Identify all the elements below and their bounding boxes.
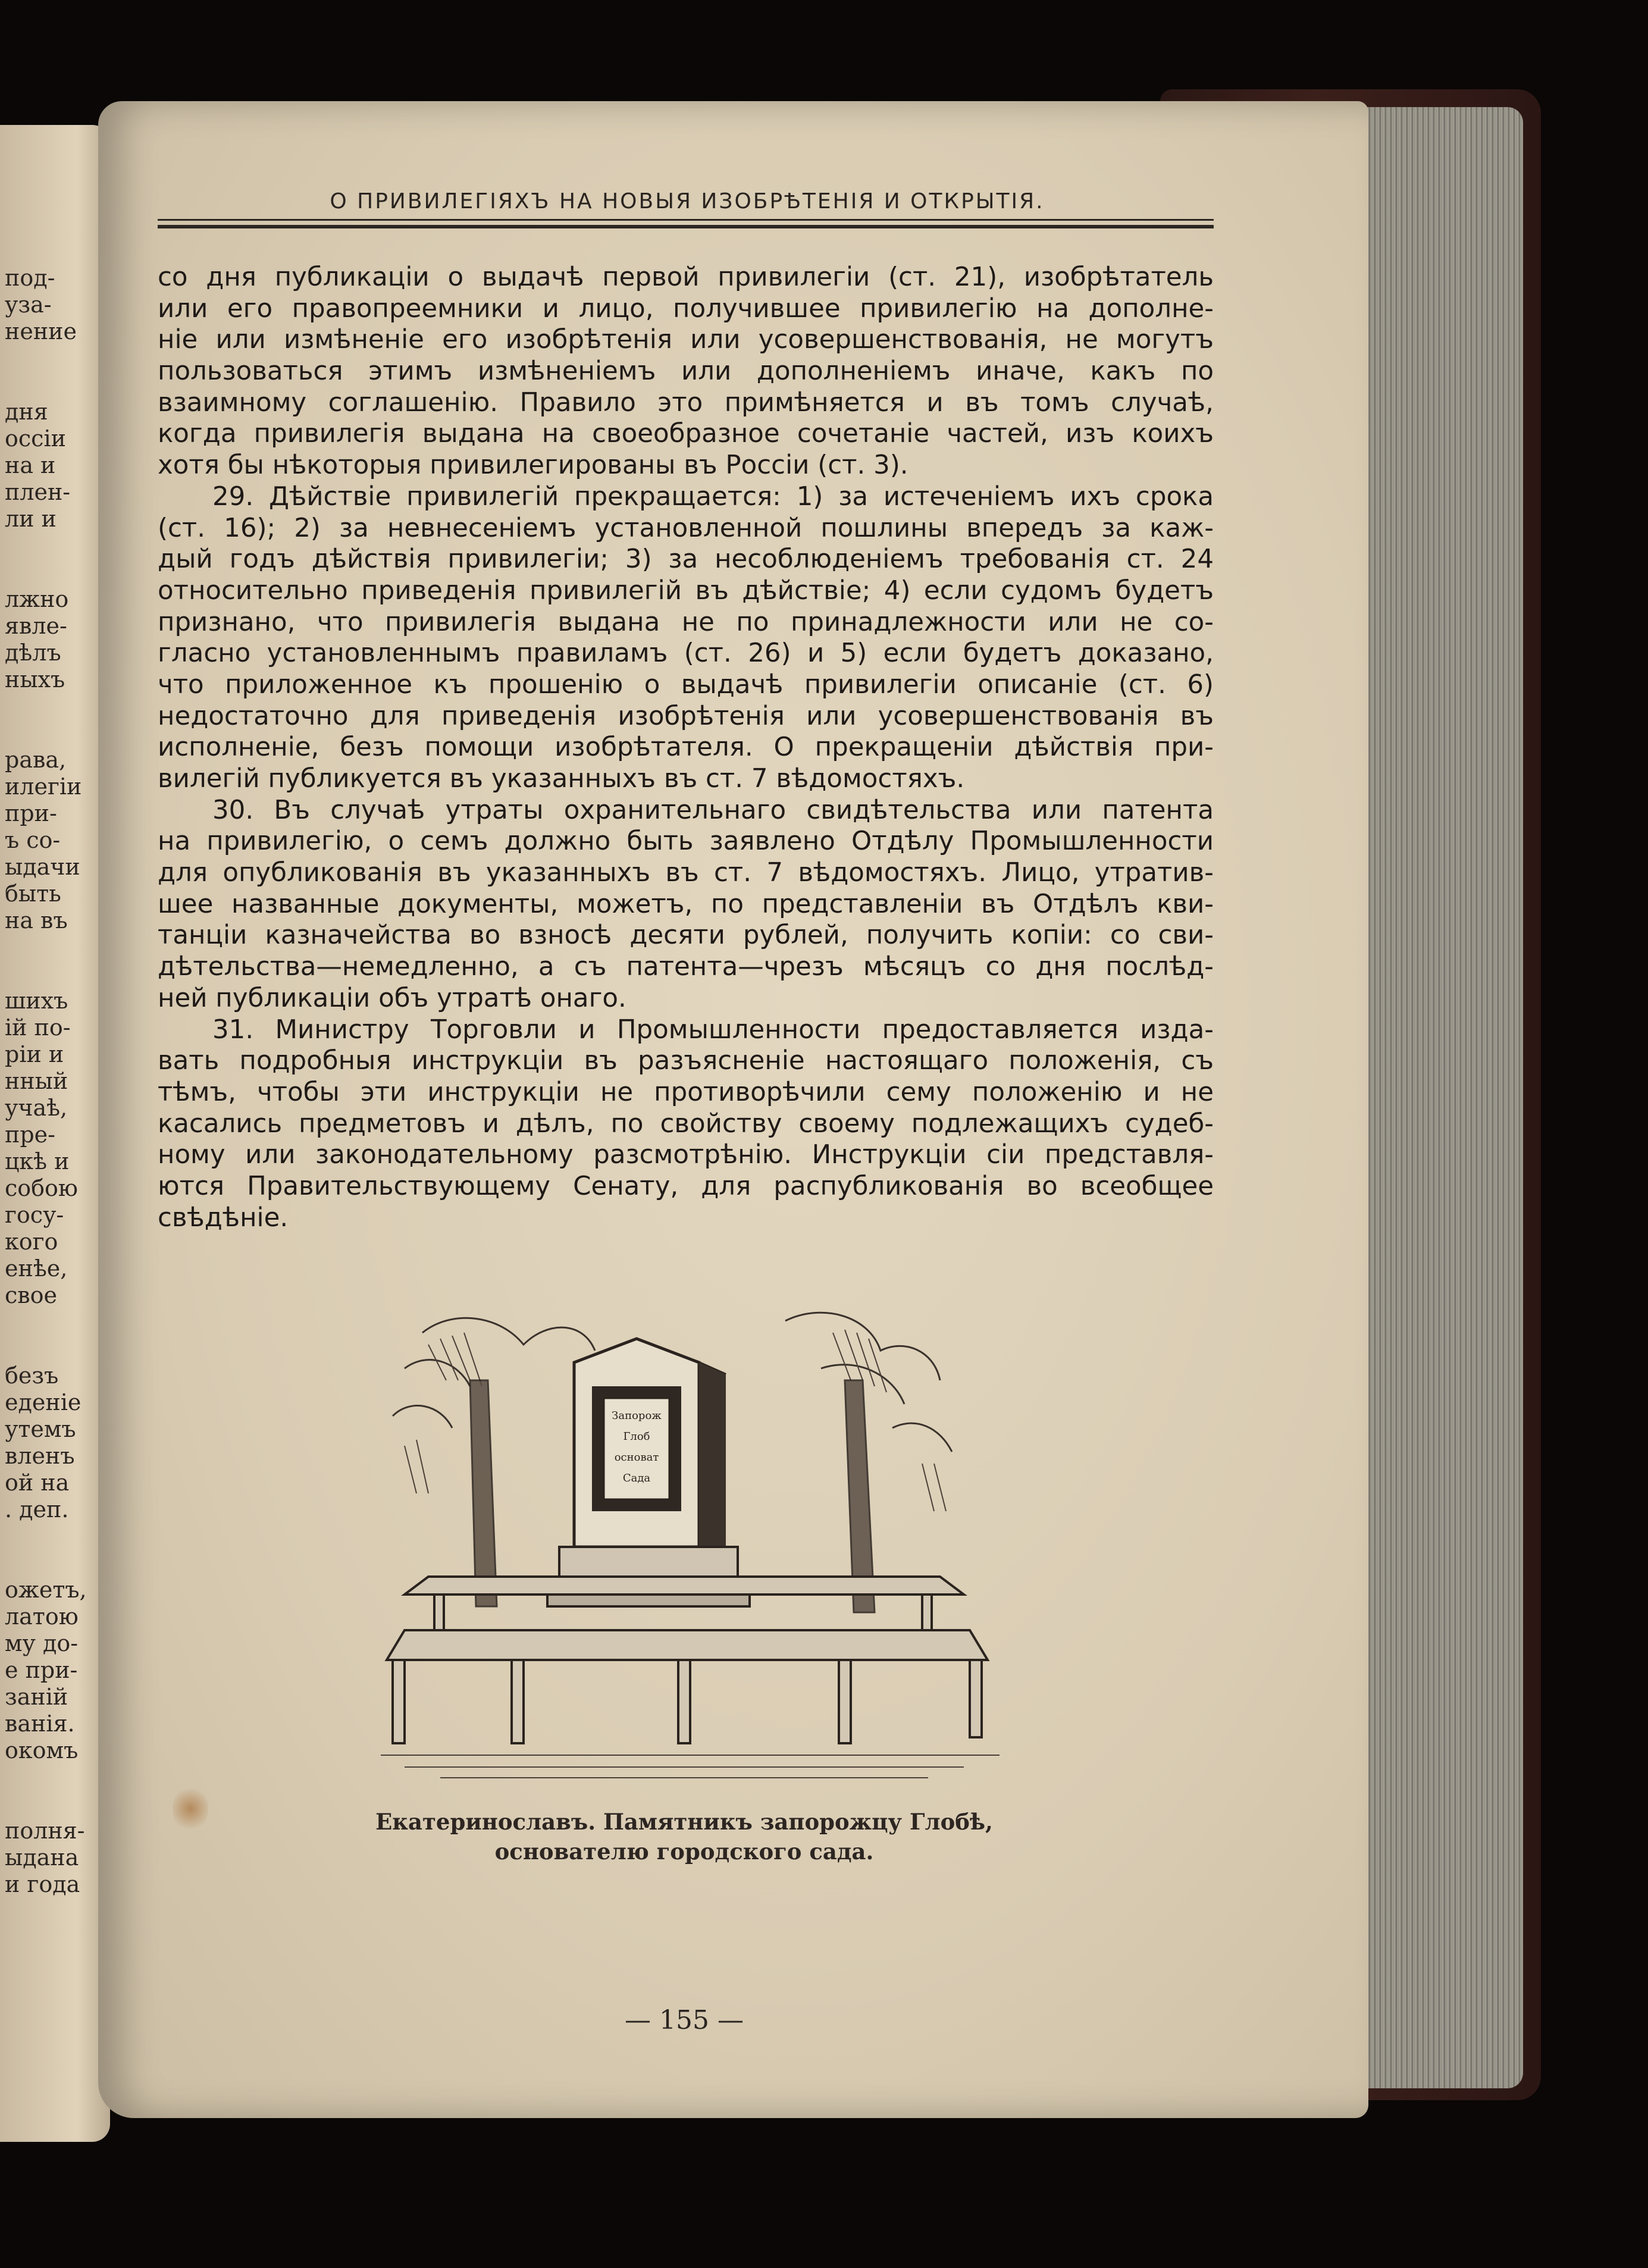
text-line: танціи казначейства во взносѣ десяти рублей, получить копіи: со сви- xyxy=(158,920,1214,951)
previous-page-fragment: госу- xyxy=(5,1202,64,1228)
previous-page-fragment: ли и xyxy=(5,506,57,532)
previous-page-fragment: оссіи xyxy=(5,425,66,452)
previous-page-fragment: уза- xyxy=(5,292,52,318)
text-line: относительно приведенія привилегій въ дѣйствіе; 4) если судомъ будетъ xyxy=(158,575,1214,606)
text-line: вилегій публикуется въ указанныхъ въ ст. 7 вѣдомостяхъ. xyxy=(158,764,965,794)
previous-page-fragment: ванія. xyxy=(5,1711,75,1737)
previous-page-fragment: окомъ xyxy=(5,1737,79,1763)
previous-page-fragment: му до- xyxy=(5,1630,79,1656)
previous-page-fragment: вленъ xyxy=(5,1443,75,1469)
ground-hatching xyxy=(381,1755,1000,1778)
text-line: пользоваться этимъ измѣненіемъ или дополненіемъ иначе, какъ по xyxy=(158,356,1214,387)
page-number: — 155 — xyxy=(625,2005,744,2035)
previous-page-fragment: плен- xyxy=(5,479,71,505)
previous-page-fragment: ыдана xyxy=(5,1844,79,1871)
previous-page-fragment: на въ xyxy=(5,907,68,933)
header-rule-top xyxy=(158,219,1214,221)
text-line: тѣмъ, чтобы эти инструкціи не противорѣчили сему положенію и не xyxy=(158,1077,1214,1107)
previous-page-fragment: ъ со- xyxy=(5,827,61,853)
previous-page-fragment: еденіе xyxy=(5,1389,82,1415)
previous-page-fragment: латою xyxy=(5,1603,79,1630)
running-header: О ПРИВИЛЕГІЯХЪ НА НОВЫЯ ИЗОБРѢТЕНІЯ И ОТКРЫТІЯ. xyxy=(330,189,1045,214)
previous-page-fragment: безъ xyxy=(5,1362,59,1389)
previous-page-fragment: цкѣ и xyxy=(5,1148,70,1174)
previous-page-fragment: ныхъ xyxy=(5,666,65,693)
text-line: ней публикаціи объ утратѣ онаго. xyxy=(158,983,626,1013)
page-stain xyxy=(173,1785,208,1832)
previous-page-fragment: учаѣ, xyxy=(5,1095,68,1121)
previous-page-fragment: дѣлъ xyxy=(5,640,61,666)
page-edges xyxy=(1345,107,1523,2088)
text-line: со дня публикаціи о выдачѣ первой привилегіи (ст. 21), изобрѣтатель xyxy=(158,262,1214,292)
text-line: признано, что привилегія выдана не по принадлежности или не со- xyxy=(158,607,1214,637)
previous-page-fragment: ой на xyxy=(5,1470,70,1496)
text-line: дый годъ дѣйствія привилегіи; 3) за несоблюденіемъ требованія ст. 24 xyxy=(158,544,1214,575)
text-line: хотя бы нѣкоторыя привилегированы въ Россіи (ст. 3). xyxy=(158,450,908,481)
previous-page-fragment: под- xyxy=(5,265,55,291)
previous-page-fragment: быть xyxy=(5,881,61,907)
text-line: что приложенное къ прошенію о выдачѣ привилегіи описаніе (ст. 6) xyxy=(158,669,1214,700)
text-line: (ст. 16); 2) за невнесеніемъ установленной пошлины впередъ за каж- xyxy=(158,513,1214,543)
text-line: 30. Въ случаѣ утраты охранительнаго свидѣтельства или патента xyxy=(212,795,1214,825)
text-line: недостаточно для приведенія изобрѣтенія или усовершенствованія въ xyxy=(158,701,1214,731)
text-line: 29. Дѣйствіе привилегій прекращается: 1) за истеченіемъ ихъ срока xyxy=(212,481,1214,512)
previous-page-fragment: ожетъ, xyxy=(5,1577,87,1603)
previous-page-fragment: кого xyxy=(5,1229,58,1255)
text-line: ніе или измѣненіе его изобрѣтенія или усовершенствованія, не могутъ xyxy=(158,325,1214,355)
previous-page-fragment: при- xyxy=(5,800,57,826)
previous-page-fragment: и года xyxy=(5,1871,80,1897)
previous-page-fragment: е при- xyxy=(5,1657,78,1683)
previous-page-fragment: лжно xyxy=(5,586,69,612)
inscription-line-4: Сада xyxy=(622,1472,651,1484)
previous-page-fragment: заній xyxy=(5,1684,68,1710)
text-line: когда привилегія выдана на своеобразное сочетаніе частей, изъ коихъ xyxy=(158,419,1214,449)
text-line: дѣтельства—немедленно, а съ патента—чрезъ мѣсяцъ со дня послѣд- xyxy=(158,952,1214,982)
previous-page-fragment: на и xyxy=(5,452,56,478)
previous-page-fragment: ій по- xyxy=(5,1014,71,1041)
inscription-line-1: Запорож xyxy=(612,1409,662,1422)
text-line: 31. Министру Торговли и Промышленности предоставляется изда- xyxy=(212,1014,1214,1045)
previous-page-fragment: нный xyxy=(5,1068,68,1094)
previous-page-fragment: пре- xyxy=(5,1122,55,1148)
text-line: для опубликованія въ указанныхъ въ ст. 7 вѣдомостяхъ. Лицо, утратив- xyxy=(158,858,1214,888)
text-line: касались предметовъ и дѣлъ, по свойству своему подлежащихъ судеб- xyxy=(158,1108,1214,1139)
body-text xyxy=(158,262,1214,1233)
previous-page-fragment: ріи и xyxy=(5,1041,64,1067)
previous-page-fragment: дня xyxy=(5,399,48,425)
text-line: ются Правительствующему Сенату, для распубликованія во всеобщее xyxy=(158,1171,1214,1201)
previous-page-fragment: явле- xyxy=(5,613,67,639)
text-line: шее названные документы, можетъ, по представленіи въ Отдѣлъ кви- xyxy=(158,889,1214,919)
previous-page-fragment: илегіи xyxy=(5,773,82,800)
previous-page-fragment: шихъ xyxy=(5,988,68,1014)
previous-page-fragment: . деп. xyxy=(5,1496,69,1523)
inscription-line-2: Глоб xyxy=(623,1430,650,1443)
previous-page-fragment: рава, xyxy=(5,747,67,773)
previous-page-fragment: свое xyxy=(5,1282,58,1308)
previous-page-fragment: ыдачи xyxy=(5,854,80,880)
previous-page xyxy=(0,125,110,2142)
inscription-line-3: основат xyxy=(614,1451,659,1464)
header-rule-bottom xyxy=(158,225,1214,228)
previous-page-fragment: енѣе, xyxy=(5,1255,68,1282)
previous-page-fragment: утемъ xyxy=(5,1416,76,1442)
illustration-caption-line-1: Екатеринославъ. Памятникъ запорожцу Глобѣ, xyxy=(375,1809,993,1835)
previous-page-fragment: полня- xyxy=(5,1818,85,1844)
text-line: вать подробныя инструкціи въ разъясненіе настоящаго положенія, съ xyxy=(158,1046,1214,1076)
text-line: исполненіе, безъ помощи изобрѣтателя. О прекращеніи дѣйствія при- xyxy=(158,732,1214,763)
text-line: ному или законодательному разсмотрѣнію. Инструкціи сіи представля- xyxy=(158,1140,1214,1170)
text-line: свѣдѣніе. xyxy=(158,1202,289,1233)
monument-illustration xyxy=(369,1297,1011,1785)
text-line: взаимному соглашенію. Правило это примѣняется и въ томъ случаѣ, xyxy=(158,387,1214,418)
text-line: или его правопреемники и лицо, получившее привилегію на дополне- xyxy=(158,293,1214,324)
previous-page-fragment: нение xyxy=(5,318,77,344)
previous-page-fragment: собою xyxy=(5,1175,78,1201)
text-line: гласно установленнымъ правиламъ (ст. 26) и 5) если будетъ доказано, xyxy=(158,638,1214,669)
illustration-caption-line-2: основателю городского сада. xyxy=(494,1838,874,1865)
text-line: на привилегію, о семъ должно быть заявлено Отдѣлу Промышленности xyxy=(158,826,1214,857)
